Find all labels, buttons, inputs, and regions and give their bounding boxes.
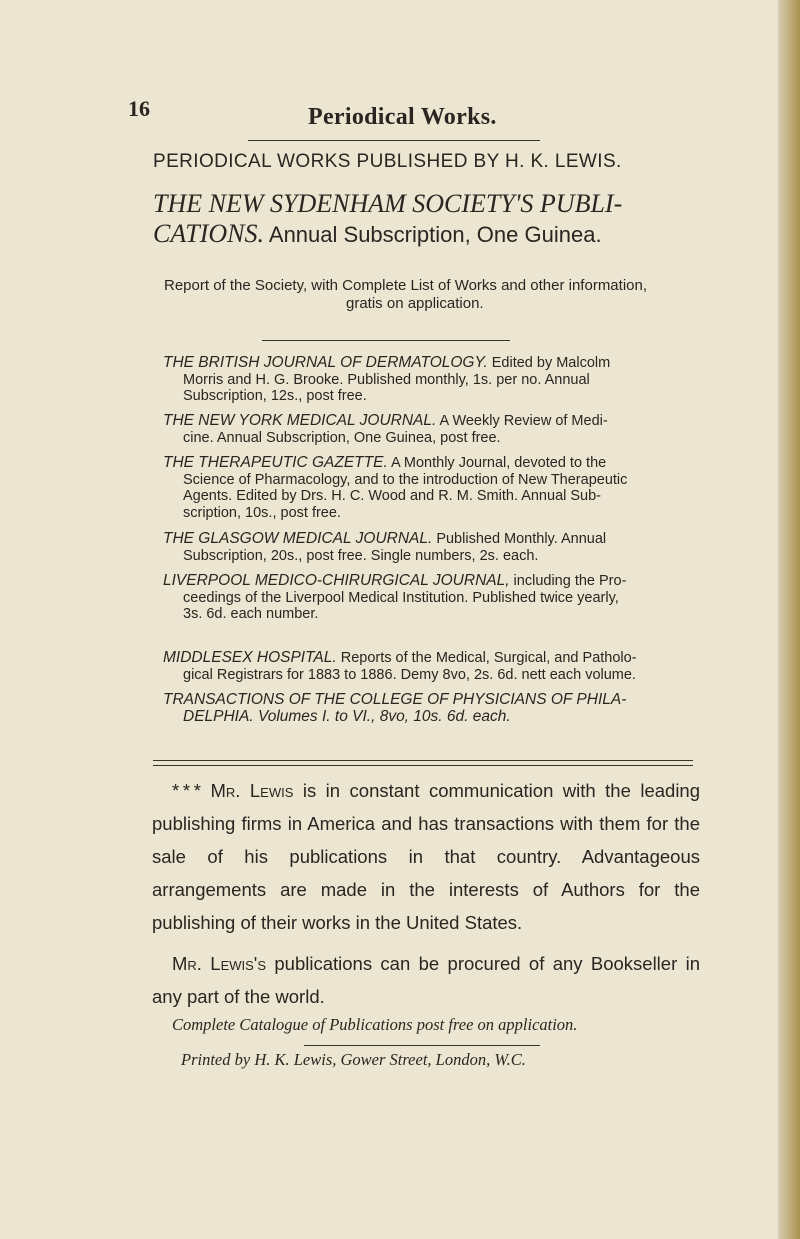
society-title-line2: [153, 219, 713, 250]
journal-description: Reports of the Medical, Surgical, and Patholo-: [336, 650, 637, 666]
journal-description-line: Science of Pharmacology, and to the introduction of New Therapeutic: [183, 471, 628, 488]
page-edge-shadow: [778, 0, 800, 1239]
publisher-heading: PERIODICAL WORKS PUBLISHED BY H. K. LEWIS.: [153, 151, 622, 172]
notice-paragraph: [152, 947, 700, 1013]
catalogue-line: Complete Catalogue of Publications post free on application.: [172, 1015, 578, 1034]
journal-entry: [163, 355, 729, 405]
report-line2: gratis on application.: [346, 295, 484, 312]
journal-title: TRANSACTIONS OF THE COLLEGE OF PHYSICIANS OF PHILA-: [163, 691, 627, 708]
printer-imprint: Printed by H. K. Lewis, Gower Street, London, W.C.: [181, 1050, 526, 1069]
journal-title: THE GLASGOW MEDICAL JOURNAL.: [163, 530, 433, 547]
journal-description-line: gical Registrars for 1883 to 1886. Demy 8vo, 2s. 6d. nett each volume.: [183, 666, 636, 683]
notice-text: publications can be procured of any Bookseller in any part of the world.: [152, 953, 700, 1007]
journal-description: Edited by Malcolm: [487, 355, 611, 371]
footer-rule: [304, 1045, 540, 1046]
notice-text: is in constant communication with the leading publishing firms in America and has transactions with them for the sale of his publications in that country. Advantageous arrangements are made in the interests of Authors for the publishing of their works in the United States.: [152, 780, 701, 933]
journal-entry: [163, 650, 729, 683]
running-head: Periodical Works.: [308, 104, 497, 130]
journal-title: THE NEW YORK MEDICAL JOURNAL.: [163, 412, 437, 429]
journal-description-line: DELPHIA. Volumes I. to VI., 8vo, 10s. 6d. each.: [183, 707, 511, 725]
mr-lewis-name: Mr. Lewis's: [172, 953, 267, 974]
journal-title: MIDDLESEX HOSPITAL.: [163, 649, 337, 666]
double-rule: [153, 760, 693, 766]
society-title-line1: THE NEW SYDENHAM SOCIETY'S PUBLI-: [153, 189, 623, 218]
journal-entry: [163, 413, 729, 446]
page-number: 16: [128, 96, 150, 121]
mr-lewis-name: Mr. Lewis: [210, 780, 294, 801]
journal-description-line: cine. Annual Subscription, One Guinea, post free.: [183, 429, 501, 446]
journal-description-line: Subscription, 20s., post free. Single numbers, 2s. each.: [183, 547, 539, 564]
journal-description: A Weekly Review of Medi-: [436, 413, 608, 429]
society-report: [164, 277, 732, 313]
asterism: * * *: [172, 780, 202, 801]
journal-description: A Monthly Journal, devoted to the: [387, 455, 607, 471]
society-subscription: Annual Subscription, One Guinea.: [264, 222, 602, 247]
journal-entry: [163, 531, 729, 564]
section-rule: [262, 340, 510, 341]
journal-description-line: Agents. Edited by Drs. H. C. Wood and R. M. Smith. Annual Sub-: [183, 488, 602, 504]
journal-entry: [163, 573, 729, 623]
journal-description-line: Morris and H. G. Brooke. Published monthly, 1s. per no. Annual: [183, 371, 590, 388]
journal-description: including the Pro-: [509, 573, 627, 589]
journal-title: THE THERAPEUTIC GAZETTE.: [163, 454, 388, 471]
society-notice: [153, 189, 713, 250]
lewis-notice: [152, 774, 700, 1013]
journal-description-line: Subscription, 12s., post free.: [183, 388, 367, 404]
journal-title: LIVERPOOL MEDICO-CHIRURGICAL JOURNAL,: [163, 572, 510, 589]
journal-description-line: scription, 10s., post free.: [183, 504, 341, 521]
journal-title: THE BRITISH JOURNAL OF DERMATOLOGY.: [163, 354, 488, 371]
report-line1: Report of the Society, with Complete List of Works and other information,: [164, 277, 648, 294]
journal-description-line: ceedings of the Liverpool Medical Institution. Published twice yearly,: [183, 589, 619, 606]
header-rule: [248, 140, 540, 141]
notice-paragraph: [152, 774, 700, 939]
society-title-line2-text: CATIONS.: [153, 219, 264, 248]
journal-entry: [163, 455, 729, 521]
journal-description: Published Monthly. Annual: [432, 531, 607, 547]
journal-entry: [163, 692, 729, 725]
journal-description-line: 3s. 6d. each number.: [183, 606, 319, 622]
